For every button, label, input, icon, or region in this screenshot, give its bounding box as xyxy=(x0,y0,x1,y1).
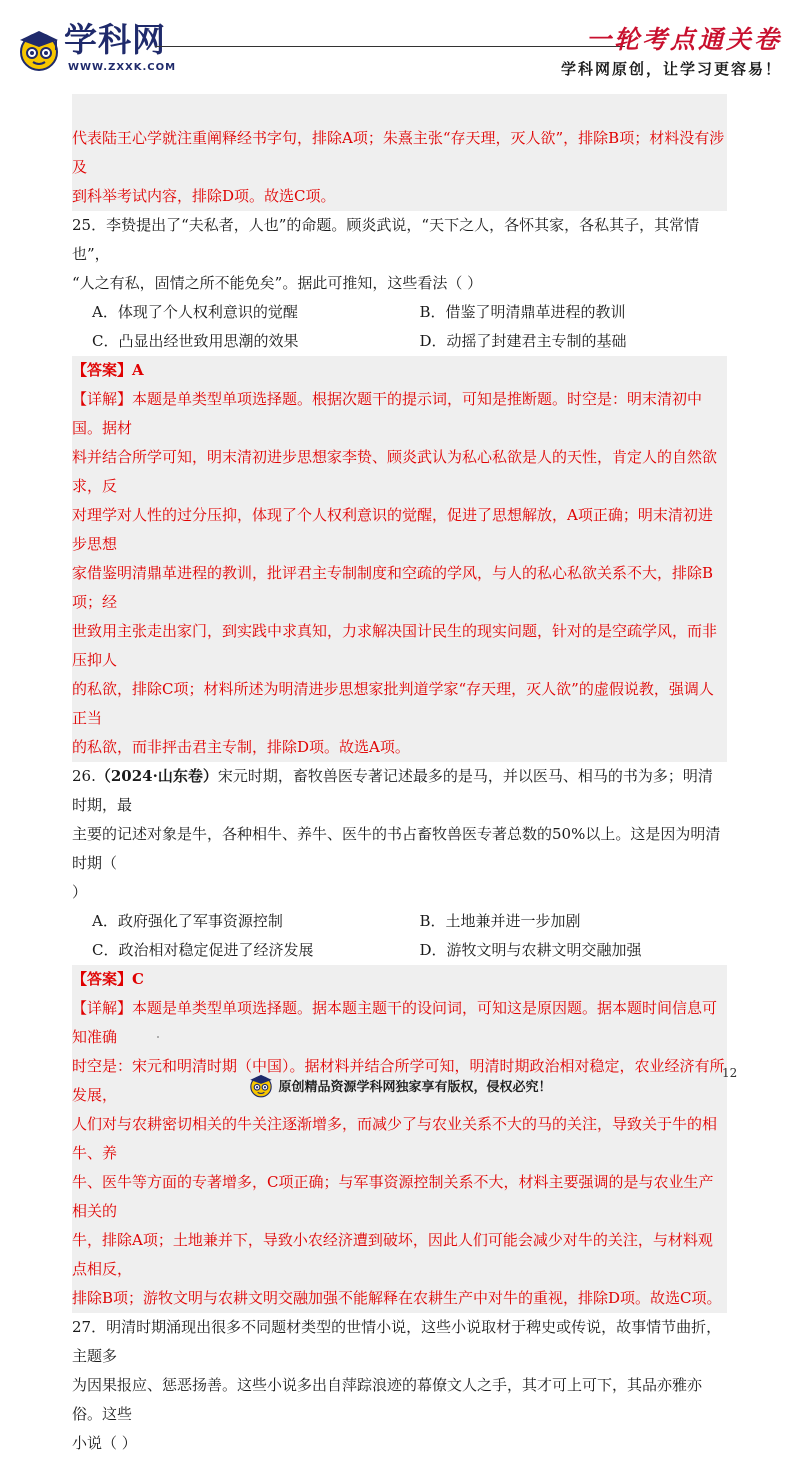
question-stem-text: 宋元时期，畜牧兽医专著记述最多的是马，并以医马、相马的书为多；明清时期，最 xyxy=(72,767,713,814)
question-stem: 为因果报应、惩恶扬善。这些小说多出自萍踪浪迹的幕僚文人之手，其才可上可下，其品亦雅亦俗。这些 xyxy=(72,1376,703,1423)
explanation-line: 世致用主张走出家门，到实践中求真知，力求解决国计民生的现实问题，针对的是空疏学风，而非压抑人 xyxy=(72,622,718,669)
explanation-line: 牛，排除A项；土地兼并下，导致小农经济遭到破坏，因此人们可能会减少对牛的关注，与材料观点相反， xyxy=(72,1231,713,1278)
question-26 xyxy=(72,762,727,965)
question-number: 26. xyxy=(72,767,96,785)
page-content xyxy=(72,94,727,1458)
footer-copyright: 原创精品资源学科网独家享有版权，侵权必究！ xyxy=(278,1079,552,1095)
brand-logo[interactable] xyxy=(16,18,196,78)
explanation-line: 时空是：宋元和明清时期（中国）。据材料并结合所学可知，明清时期政治相对稳定，农业经济有所发展， xyxy=(72,1057,725,1104)
explanation-line: 的私欲，排除C项；材料所述为明清进步思想家批判道学家“存天理，灭人欲”的虚假说教，强调人正当 xyxy=(72,680,714,727)
explanation-line: 牛、医牛等方面的专著增多，C项正确；与军事资源控制关系不大，材料主要强调的是与农业生产相关的 xyxy=(72,1173,714,1220)
explanation-line: 到科举考试内容，排除D项。故选C项。 xyxy=(72,187,336,205)
mascot-face-icon xyxy=(248,1072,274,1098)
question-stem xyxy=(72,762,727,820)
answer-label: 【答案】C xyxy=(72,970,144,988)
explanation-line: 【详解】本题是单类型单项选择题。根据次题干的提示词，可知是推断题。时空是：明末清初中国。据材 xyxy=(72,390,703,437)
option-c[interactable]: C．凸显出经世致用思潮的效果 xyxy=(92,332,299,350)
mascot-face-icon xyxy=(16,26,62,72)
stray-dot xyxy=(157,1036,159,1038)
option-b[interactable]: B．借鉴了明清鼎革进程的教训 xyxy=(419,303,626,321)
question-stem: “人之有私，固情之所不能免矣”。据此可推知，这些看法（ ） xyxy=(72,274,483,292)
answer-label: 【答案】A xyxy=(72,361,144,379)
header-subtitle: 学科网原创，让学习更容易！ xyxy=(560,60,782,78)
explanation-line: 排除B项；游牧文明与农耕文明交融加强不能解释在农耕生产中对牛的重视，排除D项。故选C项。 xyxy=(72,1289,722,1307)
answer-block-26 xyxy=(72,965,727,1313)
explanation-line: 料并结合所学可知，明末清初进步思想家李贽、顾炎武认为私心私欲是人的天性，肯定人的自然欲求，反 xyxy=(72,448,718,495)
explanation-line: 【详解】本题是单类型单项选择题。据本题主题干的设问词，可知这是原因题。据本题时间信息可知准确 xyxy=(72,999,718,1046)
options-list xyxy=(72,907,727,965)
option-c[interactable]: C．政治相对稳定促进了经济发展 xyxy=(92,941,314,959)
option-a[interactable]: A．体现了个人权利意识的觉醒 xyxy=(92,303,298,321)
question-27 xyxy=(72,1313,727,1458)
header-title: 一轮考点通关卷 xyxy=(585,25,782,54)
logo-text: 学科网 xyxy=(64,20,166,59)
question-source: （2024·山东卷） xyxy=(95,767,218,785)
question-stem: ） xyxy=(72,883,88,901)
header-divider xyxy=(155,46,625,47)
option-a[interactable]: A．政府强化了军事资源控制 xyxy=(92,912,283,930)
options-list xyxy=(72,298,727,356)
question-25 xyxy=(72,211,727,356)
question-stem: 主要的记述对象是牛，各种相牛、养牛、医牛的书占畜牧兽医专著总数的50%以上。这是因为明清时期（ xyxy=(72,825,721,872)
question-stem: 小说（ ） xyxy=(72,1434,137,1452)
option-b[interactable]: B．土地兼并进一步加剧 xyxy=(419,912,581,930)
explanation-line: 家借鉴明清鼎革进程的教训，批评君主专制制度和空疏的学风，与人的私心私欲关系不大，排除B项；经 xyxy=(72,564,714,611)
shade-spacer xyxy=(72,94,727,124)
answer-block-25 xyxy=(72,356,727,762)
footer-inner xyxy=(248,1072,551,1098)
option-d[interactable]: D．动摇了封建君主专制的基础 xyxy=(419,332,627,350)
question-stem: 27．明清时期涌现出很多不同题材类型的世情小说，这些小说取材于稗史或传说，故事情节曲折，主题多 xyxy=(72,1318,722,1365)
option-d[interactable]: D．游牧文明与农耕文明交融加强 xyxy=(419,941,642,959)
explanation-line: 的私欲，而非抨击君主专制，排除D项。故选A项。 xyxy=(72,738,410,756)
page-header xyxy=(0,0,800,90)
explanation-line: 对理学对人性的过分压抑，体现了个人权利意识的觉醒，促进了思想解放，A项正确；明末清初进步思想 xyxy=(72,506,713,553)
page-number: 12 xyxy=(722,1066,738,1080)
question-stem: 25．李贽提出了“夫私者，人也”的命题。顾炎武说，“天下之人，各怀其家，各私其子，其常情也”， xyxy=(72,216,700,263)
logo-url: WWW.ZXXK.COM xyxy=(68,62,177,73)
page-footer xyxy=(0,1072,800,1102)
top-explanation-block xyxy=(72,94,727,211)
explanation-line: 人们对与农耕密切相关的牛关注逐渐增多，而减少了与农业关系不大的马的关注，导致关于牛的相牛、养 xyxy=(72,1115,718,1162)
explanation-line: 代表陆王心学就注重阐释经书字句，排除A项；朱熹主张“存天理，灭人欲”，排除B项；材料没有涉及 xyxy=(72,129,725,176)
